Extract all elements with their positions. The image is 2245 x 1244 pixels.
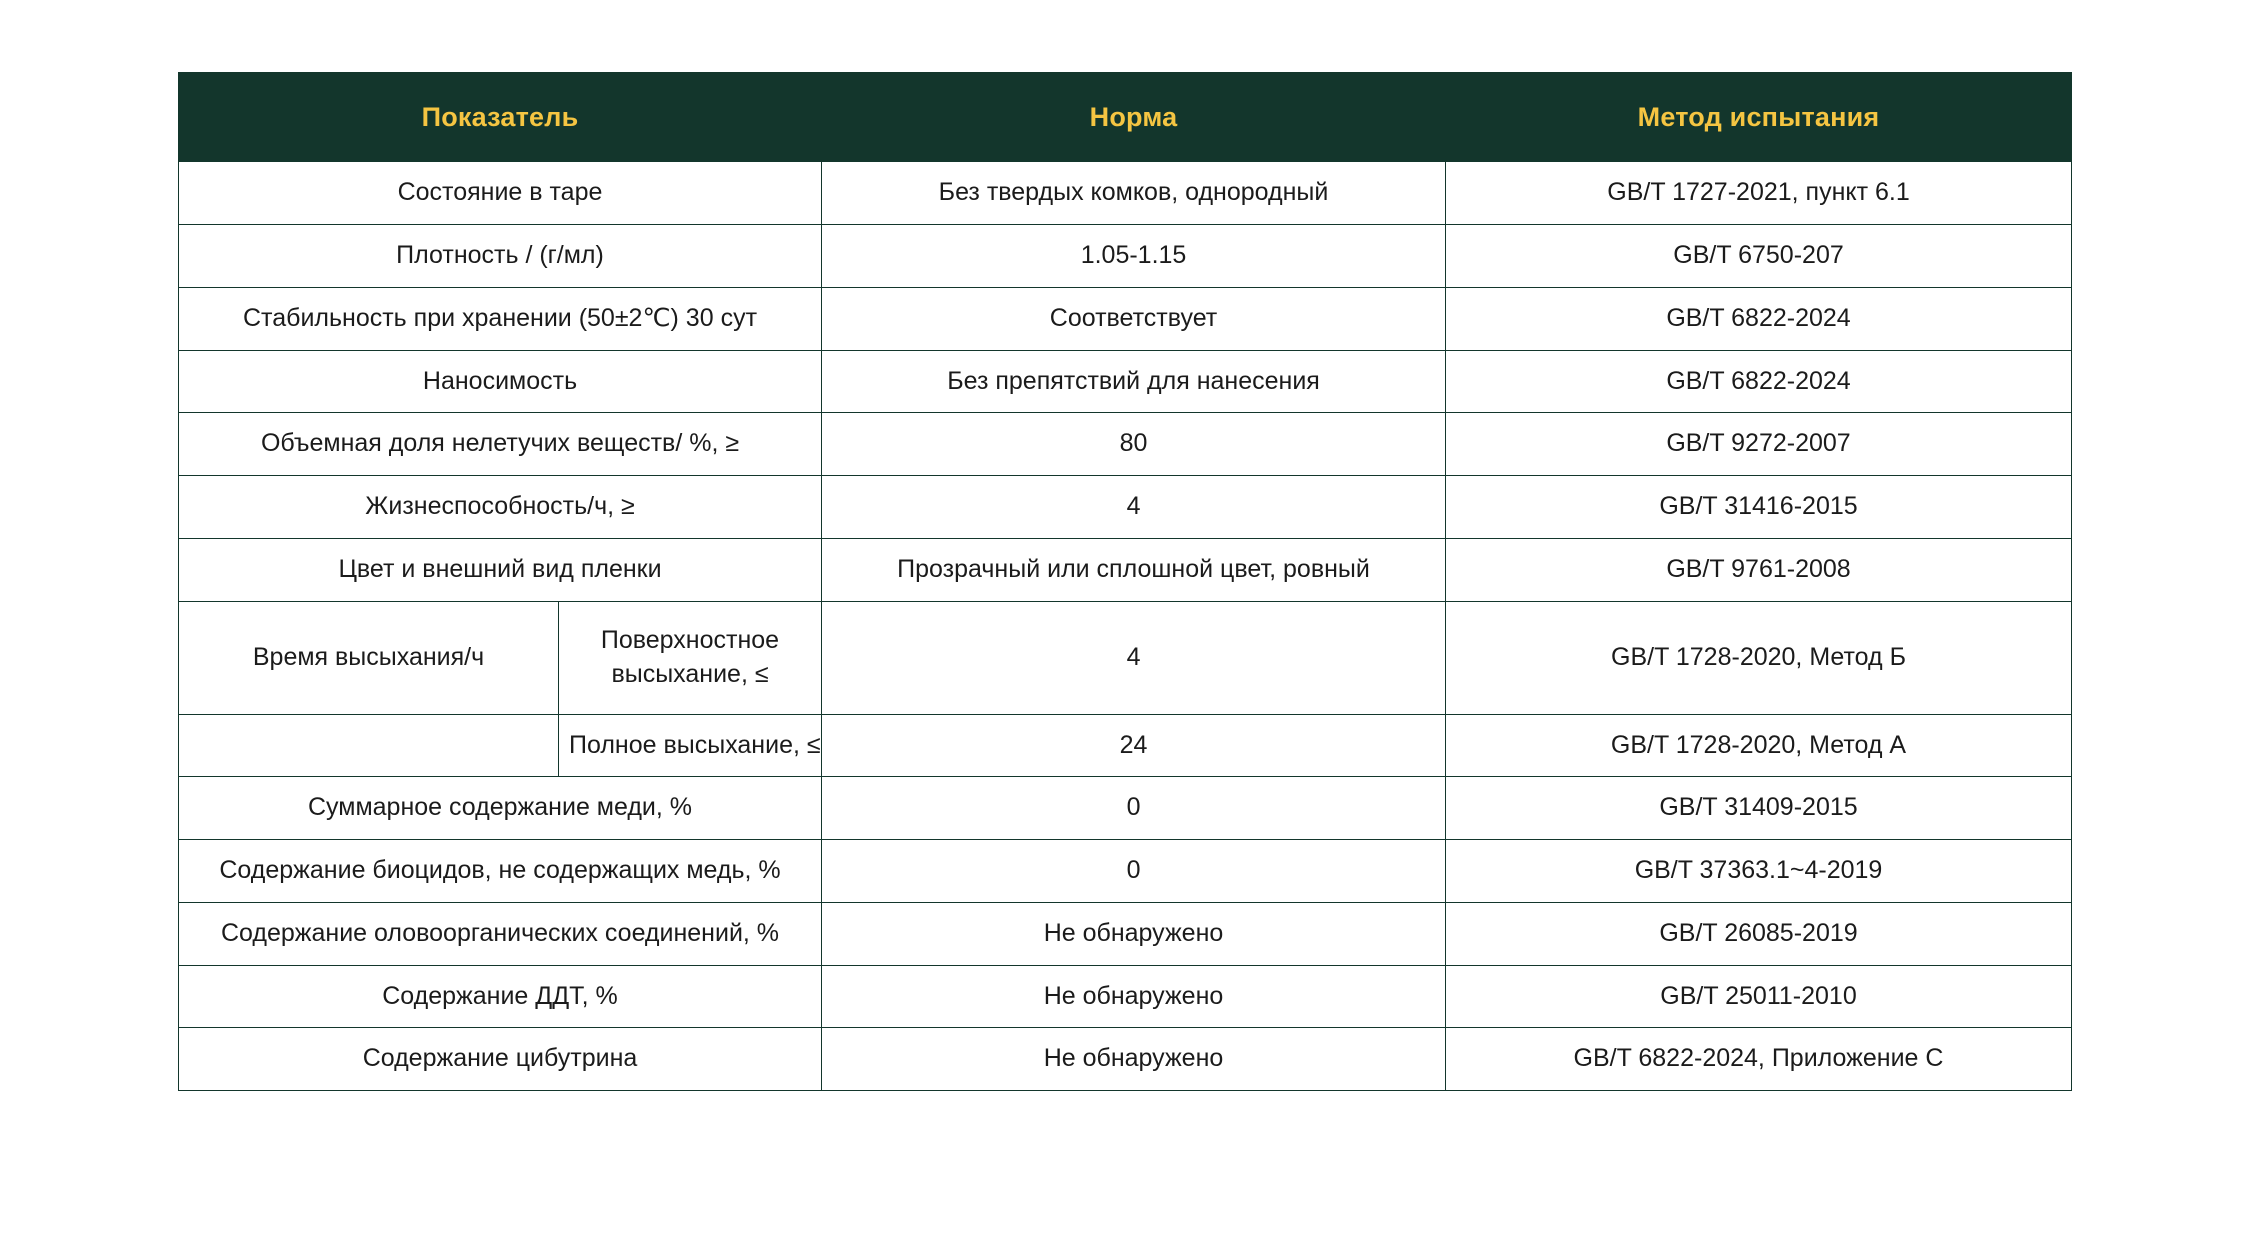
specification-table-container [178, 72, 2071, 1091]
cell-indicator: Объемная доля нелетучих веществ/ %, ≥ [179, 413, 822, 476]
cell-norm: Не обнаружено [822, 1028, 1446, 1091]
cell-norm: Не обнаружено [822, 965, 1446, 1028]
cell-method: GB/T 6822-2024, Приложение С [1446, 1028, 2072, 1091]
cell-indicator: Суммарное содержание меди, % [179, 777, 822, 840]
cell-norm: 4 [822, 601, 1446, 714]
table-row [179, 965, 2072, 1028]
cell-method: GB/T 9272-2007 [1446, 413, 2072, 476]
cell-norm: Прозрачный или сплошной цвет, ровный [822, 538, 1446, 601]
table-row [179, 225, 2072, 288]
cell-method: GB/T 31416-2015 [1446, 476, 2072, 539]
cell-drying-group-label-empty [179, 714, 559, 777]
cell-indicator: Жизнеспособность/ч, ≥ [179, 476, 822, 539]
cell-indicator: Содержание цибутрина [179, 1028, 822, 1091]
table-row [179, 162, 2072, 225]
cell-indicator: Стабильность при хранении (50±2℃) 30 сут [179, 287, 822, 350]
cell-norm: Не обнаружено [822, 902, 1446, 965]
cell-drying-subtype-full: Полное высыхание, ≤ [559, 714, 822, 777]
cell-indicator: Цвет и внешний вид пленки [179, 538, 822, 601]
cell-drying-subtype-surface: Поверхностное высыхание, ≤ [559, 601, 822, 714]
cell-indicator: Содержание ДДТ, % [179, 965, 822, 1028]
cell-norm: 24 [822, 714, 1446, 777]
table-row [179, 413, 2072, 476]
cell-method: GB/T 6750-207 [1446, 225, 2072, 288]
cell-method: GB/T 9761-2008 [1446, 538, 2072, 601]
table-row [179, 902, 2072, 965]
table-header [179, 73, 2072, 162]
column-header-method: Метод испытания [1446, 73, 2072, 162]
cell-method: GB/T 26085-2019 [1446, 902, 2072, 965]
table-row [179, 777, 2072, 840]
table-row [179, 476, 2072, 539]
cell-method: GB/T 31409-2015 [1446, 777, 2072, 840]
specification-table [178, 72, 2072, 1091]
cell-method: GB/T 1728-2020, Метод А [1446, 714, 2072, 777]
cell-norm: Без препятствий для нанесения [822, 350, 1446, 413]
cell-norm: 1.05-1.15 [822, 225, 1446, 288]
cell-norm: Соответствует [822, 287, 1446, 350]
cell-drying-group-label: Время высыхания/ч [179, 601, 559, 714]
column-header-indicator: Показатель [179, 73, 822, 162]
cell-norm: Без твердых комков, однородный [822, 162, 1446, 225]
cell-indicator: Плотность / (г/мл) [179, 225, 822, 288]
cell-method: GB/T 1728-2020, Метод Б [1446, 601, 2072, 714]
cell-method: GB/T 25011-2010 [1446, 965, 2072, 1028]
cell-indicator: Содержание биоцидов, не содержащих медь, % [179, 840, 822, 903]
cell-indicator: Наносимость [179, 350, 822, 413]
table-header-row [179, 73, 2072, 162]
cell-indicator: Содержание оловоорганических соединений, % [179, 902, 822, 965]
cell-method: GB/T 37363.1~4-2019 [1446, 840, 2072, 903]
cell-norm: 0 [822, 777, 1446, 840]
column-header-norm: Норма [822, 73, 1446, 162]
cell-norm: 80 [822, 413, 1446, 476]
table-row [179, 287, 2072, 350]
table-row [179, 1028, 2072, 1091]
cell-indicator: Состояние в таре [179, 162, 822, 225]
cell-norm: 4 [822, 476, 1446, 539]
table-row [179, 538, 2072, 601]
table-row-drying-surface [179, 601, 2072, 714]
cell-method: GB/T 6822-2024 [1446, 287, 2072, 350]
table-row-drying-full [179, 714, 2072, 777]
table-row [179, 350, 2072, 413]
table-body [179, 162, 2072, 1091]
cell-method: GB/T 6822-2024 [1446, 350, 2072, 413]
table-row [179, 840, 2072, 903]
cell-method: GB/T 1727-2021, пункт 6.1 [1446, 162, 2072, 225]
cell-norm: 0 [822, 840, 1446, 903]
